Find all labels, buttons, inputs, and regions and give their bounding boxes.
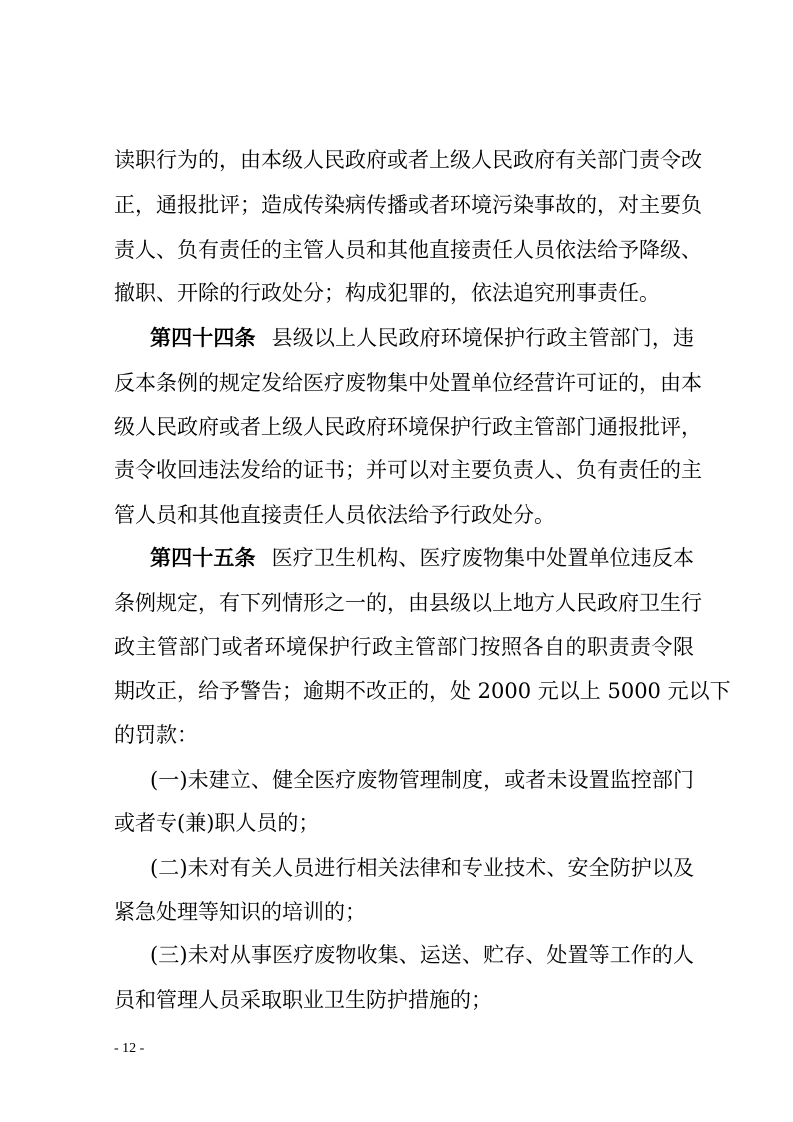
text-line: 政主管部门或者环境保护行政主管部门按照各自的职责责令限 [114, 635, 694, 659]
text-line: 级人民政府或者上级人民政府环境保护行政主管部门通报批评， [114, 415, 702, 439]
list-item-1: (一)未建立、健全医疗废物管理制度，或者未设置监控部门 [150, 768, 694, 792]
article-45-heading: 第四十五条 [150, 546, 256, 570]
article-45-text: 医疗卫生机构、医疗废物集中处置单位违反本 [271, 546, 694, 570]
article-44-heading: 第四十四条 [150, 326, 256, 350]
text-line: 管人员和其他直接责任人员依法给予行政处分。 [114, 503, 555, 527]
text-line: 期改正，给予警告；逾期不改正的，处 2000 元以上 5000 元以下 [114, 679, 731, 703]
text-line: 反本条例的规定发给医疗废物集中处置单位经营许可证的，由本 [114, 371, 702, 395]
text-line: 的罚款： [114, 723, 198, 747]
list-item-3: (三)未对从事医疗废物收集、运送、贮存、处置等工作的人 [150, 943, 694, 967]
text-line: 条例规定，有下列情形之一的，由县级以上地方人民政府卫生行 [114, 591, 702, 615]
list-item-2: (二)未对有关人员进行相关法律和专业技术、安全防护以及 [150, 856, 694, 880]
text-line: 正，通报批评；造成传染病传播或者环境污染事故的，对主要负 [114, 193, 702, 217]
list-item-3-continued: 员和管理人员采取职业卫生防护措施的； [114, 988, 492, 1012]
text-line: 责令收回违法发给的证书；并可以对主要负责人、负有责任的主 [114, 458, 702, 482]
article-44-text: 县级以上人民政府环境保护行政主管部门，违 [271, 326, 694, 350]
text-line: 责人、负有责任的主管人员和其他直接责任人员依法给予降级、 [114, 238, 702, 262]
text-line: 撤职、开除的行政处分；构成犯罪的，依法追究刑事责任。 [114, 281, 660, 305]
article-44-first-line [150, 323, 694, 353]
text-line: 读职行为的，由本级人民政府或者上级人民政府有关部门责令改 [114, 148, 702, 172]
article-45-first-line [150, 543, 694, 573]
list-item-2-continued: 紧急处理等知识的培训的； [114, 900, 366, 924]
list-item-1-continued: 或者专(兼)职人员的； [114, 811, 320, 835]
page-number: - 12 - [114, 1041, 145, 1056]
